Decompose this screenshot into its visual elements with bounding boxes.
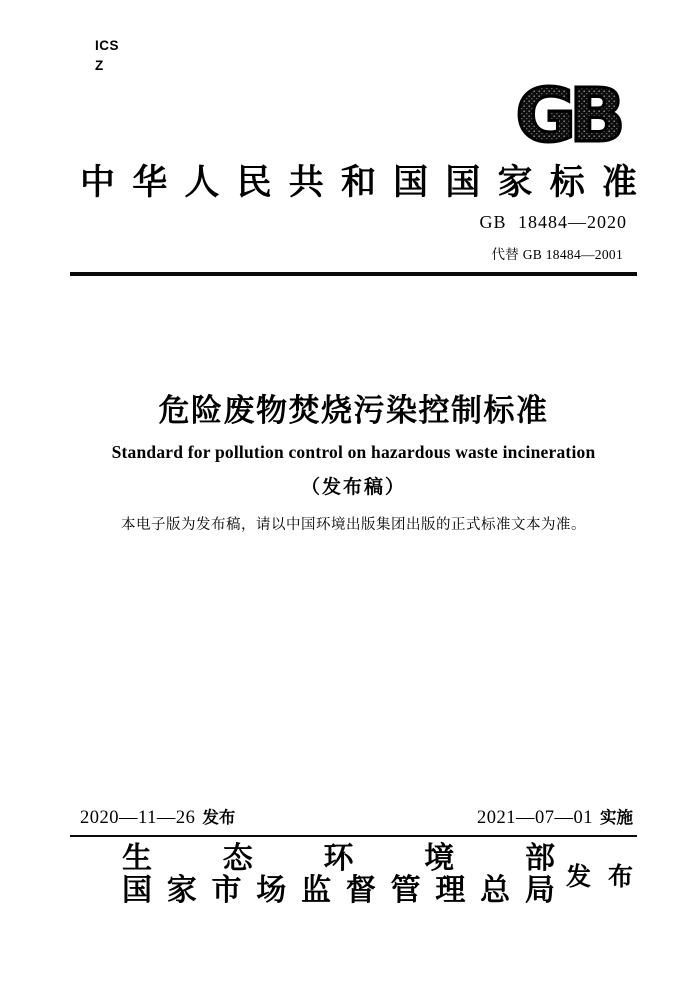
draft-stage-label: （发布稿） xyxy=(300,477,406,498)
ics-class-code: Z xyxy=(95,58,104,73)
publish-label: 发布 xyxy=(566,863,651,891)
supersedes-note: 代替 GB 18484—2001 xyxy=(491,247,623,262)
national-standard-heading: 中 华 人 民 共 和 国 国 家 标 准 xyxy=(80,163,637,202)
ics-block xyxy=(95,36,119,76)
issue-date-label: 发布 xyxy=(202,809,236,827)
header-divider-rule xyxy=(70,272,637,276)
document-title-cn: 危险废物焚烧污染控制标准 xyxy=(158,393,549,428)
publisher-line-2: 国 家 市 场 监 督 管 理 总 局 xyxy=(122,874,555,907)
implement-date: 2021—07—01 xyxy=(477,808,593,828)
implement-date-item xyxy=(477,804,633,829)
gb-logo-text: GB xyxy=(515,80,619,150)
issue-date-item xyxy=(80,804,235,829)
standard-number: GB 18484—2020 xyxy=(479,212,627,232)
publisher-line-1: 生 态 环 境 部 xyxy=(122,842,555,875)
gb-logo xyxy=(503,80,631,155)
edition-note: 本电子版为发布稿，请以中国环境出版集团出版的正式标准文本为准。 xyxy=(121,517,586,533)
document-title-en: Standard for pollution control on hazardous waste incineration xyxy=(111,442,596,462)
issue-date: 2020—11—26 xyxy=(80,808,196,828)
ics-label: ICS xyxy=(95,38,120,53)
dates-row xyxy=(80,804,633,829)
implement-date-label: 实施 xyxy=(600,809,633,827)
footer-divider-rule xyxy=(70,835,637,837)
